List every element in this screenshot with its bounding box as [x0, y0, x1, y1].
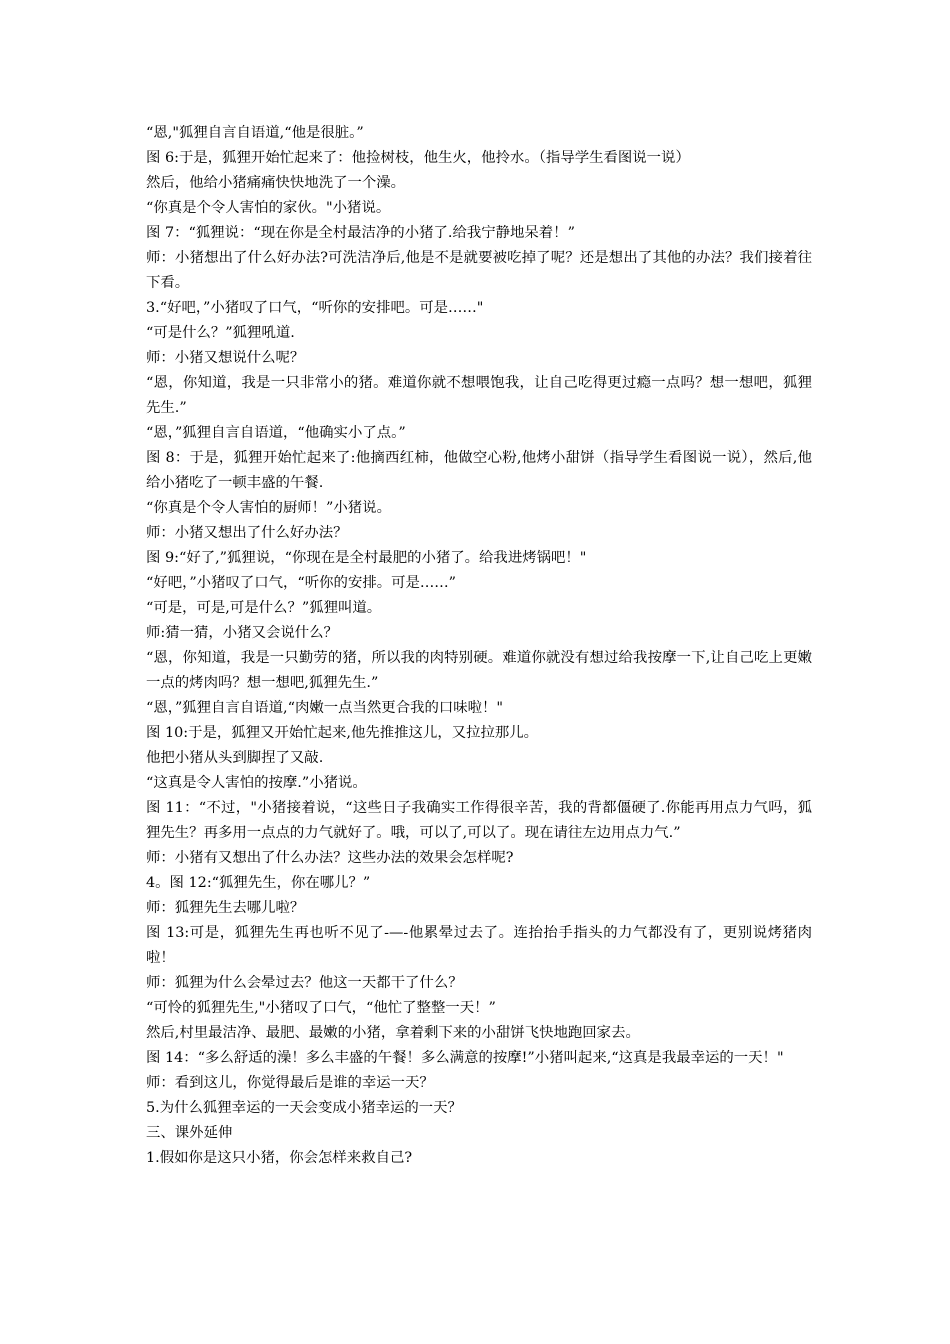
paragraph: “可是，可是,可是什么？”狐狸叫道。	[146, 600, 382, 616]
paragraph: 然后，他给小猪痛痛快快地洗了一个澡。	[146, 175, 406, 191]
paragraph: 5.为什么狐狸幸运的一天会变成小猪幸运的一天？	[146, 1100, 462, 1116]
document-page	[146, 121, 812, 1171]
paragraph: 图 8：于是，狐狸开始忙起来了:他摘西红柿，他做空心粉,他烤小甜饼（指导学生看图说一说），然后,他给小猪吃了一顿丰盛的午餐.	[146, 450, 812, 491]
paragraph: 师:猜一猜，小猪又会说什么？	[146, 625, 338, 641]
paragraph: 师：看到这儿，你觉得最后是谁的幸运一天？	[146, 1075, 434, 1091]
paragraph: “恩，你知道，我是一只非常小的猪。难道你就不想喂饱我，让自己吃得更过瘾一点吗？想一想吧，狐狸先生.”	[146, 375, 812, 416]
paragraph: 图 11：“不过，"小猪接着说，“这些日子我确实工作得很辛苦，我的背都僵硬了.你能再用点力气吗，狐狸先生？再多用一点点的力气就好了。哦，可以了,可以了。现在请往左边用点力气.”	[146, 800, 812, 841]
paragraph: 图 9:“好了,”狐狸说，“你现在是全村最肥的小猪了。给我进烤锅吧！"	[146, 550, 587, 566]
paragraph: 1.假如你是这只小猪，你会怎样来救自己?	[146, 1150, 413, 1166]
paragraph: 师：小猪有又想出了什么办法？这些办法的效果会怎样呢?	[146, 850, 514, 866]
paragraph: 师：小猪又想说什么呢？	[146, 350, 305, 366]
paragraph: 3.“好吧，”小猪叹了口气，“听你的安排吧。可是……"	[146, 300, 484, 316]
paragraph: 他把小猪从头到脚捏了又敲.	[146, 750, 324, 766]
paragraph: “恩，”狐狸自言自语道，“他确实小了点。”	[146, 425, 406, 441]
paragraph: 图 6:于是，狐狸开始忙起来了：他捡树枝，他生火，他拎水。（指导学生看图说一说）	[146, 150, 690, 166]
paragraph: “恩，”狐狸自言自语道,“肉嫩一点当然更合我的口味啦！"	[146, 700, 504, 716]
paragraph: 师：小猪想出了什么好办法?可洗洁净后,他是不是就要被吃掉了呢？还是想出了其他的办法？我们接着往下看。	[146, 250, 812, 291]
section-heading: 三、课外延伸	[146, 1125, 233, 1141]
paragraph: “恩,"狐狸自言自语道,“他是很脏。”	[146, 125, 364, 141]
paragraph: 师：狐狸先生去哪儿啦？	[146, 900, 305, 916]
paragraph: 图 14：“多么舒适的澡！多么丰盛的午餐！多么满意的按摩!”小猪叫起来,“这真是我最幸运的一天！"	[146, 1050, 784, 1066]
paragraph: “可是什么？”狐狸吼道.	[146, 325, 295, 341]
paragraph: “可怜的狐狸先生,"小猪叹了口气，“他忙了整整一天！”	[146, 1000, 496, 1016]
paragraph: “你真是个令人害怕的厨师！”小猪说。	[146, 500, 391, 516]
paragraph: 图 10:于是，狐狸又开始忙起来,他先推推这儿，又拉拉那儿。	[146, 725, 539, 741]
paragraph: “恩，你知道，我是一只勤劳的猪，所以我的肉特别硬。难道你就没有想过给我按摩一下,让自己吃上更嫩一点的烤肉吗？想一想吧,狐狸先生.”	[146, 650, 812, 691]
paragraph: 图 13:可是，狐狸先生再也听不见了-—-他累晕过去了。连抬抬手指头的力气都没有了，更别说烤猪肉啦！	[146, 925, 812, 966]
paragraph: 师：小猪又想出了什么好办法？	[146, 525, 348, 541]
paragraph: “你真是个令人害怕的家伙。"小猪说。	[146, 200, 391, 216]
paragraph: “这真是令人害怕的按摩.”小猪说。	[146, 775, 367, 791]
paragraph: 4。图 12:“狐狸先生，你在哪儿？”	[146, 875, 371, 891]
paragraph: “好吧，”小猪叹了口气，“听你的安排。可是……”	[146, 575, 457, 591]
paragraph: 师：狐狸为什么会晕过去？他这一天都干了什么？	[146, 975, 463, 991]
paragraph: 图 7：“狐狸说：“现在你是全村最洁净的小猪了.给我宁静地呆着！”	[146, 225, 575, 241]
paragraph: 然后,村里最洁净、最肥、最嫩的小猪，拿着剩下来的小甜饼飞快地跑回家去。	[146, 1025, 640, 1041]
